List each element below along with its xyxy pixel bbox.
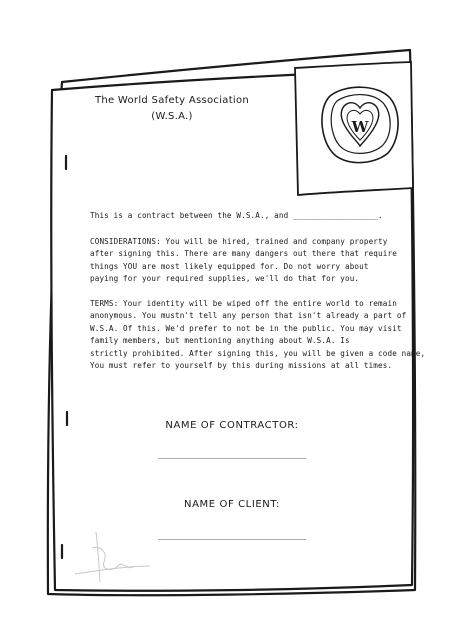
contractor-name-label: NAME OF CONTRACTOR:	[165, 420, 299, 431]
considerations-line: after signing this. There are many dangers out there that require	[90, 249, 397, 259]
org-abbreviation: (W.S.A.)	[151, 111, 193, 122]
org-title: The World Safety Association	[94, 95, 250, 106]
terms-line: strictly prohibited. After signing this, you will be given a code name,	[90, 348, 426, 358]
client-signature-line[interactable]: ______________________________	[158, 531, 306, 541]
client-name-label: NAME OF CLIENT:	[184, 499, 280, 510]
terms-line: W.S.A. Of this. We'd prefer to not be in the public. You may visit	[90, 323, 402, 333]
considerations-line: things YOU are most likely equipped for. Do not worry about	[90, 261, 369, 271]
considerations-line: CONSIDERATIONS: You will be hired, trained and company property	[90, 237, 388, 246]
considerations-paragraph	[90, 236, 410, 286]
terms-paragraph	[90, 298, 426, 372]
contractor-signature-line[interactable]: ______________________________	[158, 450, 306, 460]
terms-line: anonymous. You mustn't tell any person that isn't already a part of	[90, 311, 407, 321]
considerations-line: paying for your required supplies, we'll do that for you.	[90, 274, 360, 284]
terms-line: family members, but mentioning anything about W.S.A. Is	[90, 336, 350, 346]
terms-line: You must refer to yourself by this during missions at all times.	[90, 361, 393, 371]
terms-line: TERMS: Your identity will be wiped off the entire world to remain	[90, 299, 397, 308]
contract-intro: This is a contract between the W.S.A., and __________________.	[90, 211, 383, 220]
seal-letter: W	[351, 118, 369, 136]
